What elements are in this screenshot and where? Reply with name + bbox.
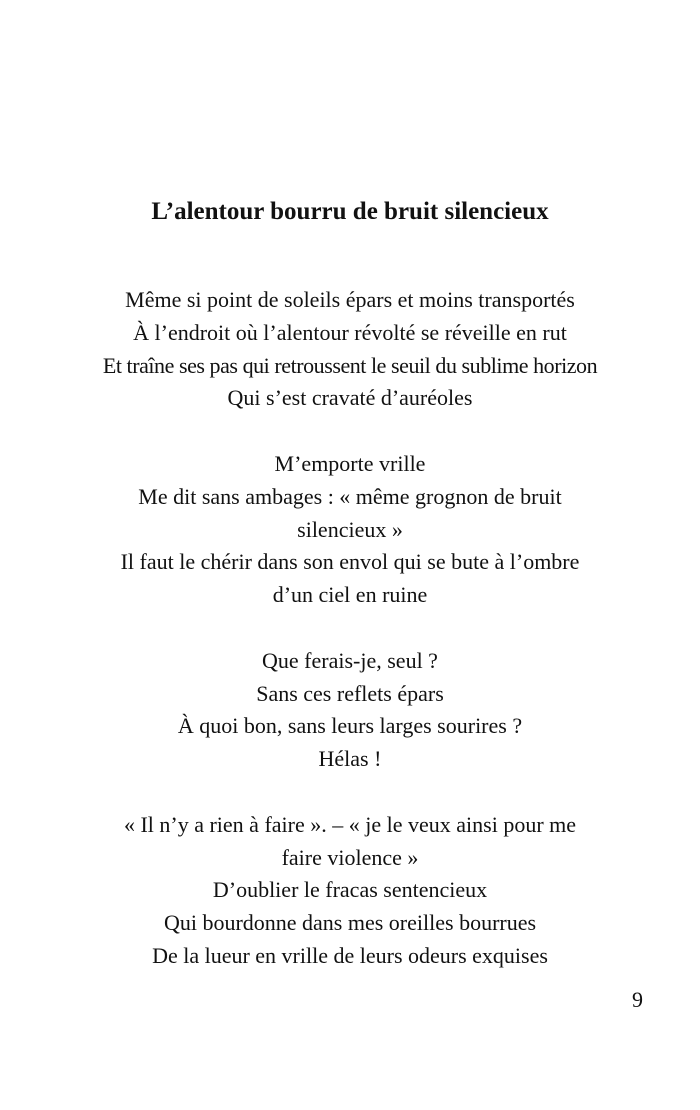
poem-line: d’un ciel en ruine bbox=[272, 582, 428, 608]
poem-line: Me dit sans ambages : « même grognon de bruit bbox=[138, 483, 562, 509]
poem-line: Qui bourdonne dans mes oreilles bourrues bbox=[163, 910, 537, 936]
stanza bbox=[0, 645, 700, 776]
poem-line: silencieux » bbox=[297, 516, 403, 542]
poem-line: Sans ces reflets épars bbox=[256, 680, 444, 706]
poem-line: « Il n’y a rien à faire ». – « je le veux ainsi pour me bbox=[123, 811, 577, 837]
poem-line: faire violence » bbox=[281, 844, 419, 870]
stanza bbox=[0, 284, 700, 415]
poem-line: Que ferais-je, seul ? bbox=[262, 647, 438, 673]
poem-title: L’alentour bourru de bruit silencieux bbox=[151, 198, 549, 225]
poem-body bbox=[0, 284, 700, 1006]
poem-line: De la lueur en vrille de leurs odeurs exquises bbox=[152, 942, 548, 968]
poem-line: D’oublier le fracas sentencieux bbox=[212, 877, 488, 903]
poem-line: Et traîne ses pas qui retroussent le seuil du sublime horizon bbox=[102, 352, 598, 378]
poem-line: Même si point de soleils épars et moins transportés bbox=[125, 287, 575, 312]
poem-line: Hélas ! bbox=[318, 746, 382, 772]
page-number: 9 bbox=[632, 987, 643, 1012]
stanza bbox=[0, 809, 700, 973]
poem-line: Il faut le chérir dans son envol qui se bute à l’ombre bbox=[120, 549, 580, 575]
stanza bbox=[0, 448, 700, 612]
poem-line: À l’endroit où l’alentour révolté se réveille en rut bbox=[133, 319, 567, 345]
poem-line: À quoi bon, sans leurs larges sourires ? bbox=[177, 713, 523, 739]
poem-line: Qui s’est cravaté d’auréoles bbox=[227, 385, 473, 411]
poem-line: M’emporte vrille bbox=[274, 450, 426, 476]
